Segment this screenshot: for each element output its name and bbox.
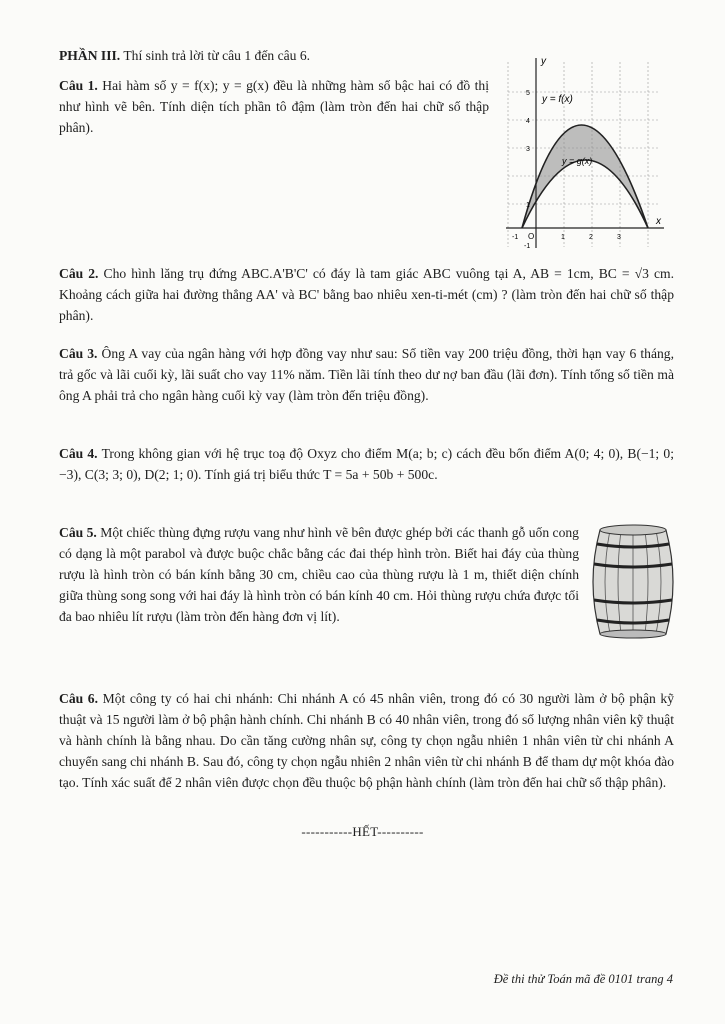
question-3-text: Ông A vay của ngân hàng với hợp đồng vay như sau: Số tiền vay 200 triệu đồng, thời hạn vay 6 tháng, trả gốc và lãi cuối kỳ, lãi suất cho vay 11% năm. Tiền lãi tính theo dư nợ ban đầu (lãi đơn). Tính tổng số tiền mà ông A phải trả cho ngân hàng cuối kỳ vay (làm tròn đến triệu đồng). [59, 346, 674, 403]
question-6 [59, 688, 674, 793]
x-axis-label: x [656, 216, 661, 227]
part-instruction: Thí sinh trả lời từ câu 1 đến câu 6. [123, 48, 311, 63]
question-2-text: Cho hình lăng trụ đứng ABC.A'B'C' có đáy là tam giác ABC vuông tại A, AB = 1cm, BC = √3 cm. Khoảng cách giữa hai đường thẳng AA' và BC' bằng bao nhiêu xen-ti-mét (cm) ? (làm tròn đến hai chữ số thập phân). [59, 266, 674, 323]
x-tick-1: 1 [561, 234, 565, 241]
question-2 [59, 263, 674, 326]
wine-barrel-illustration [588, 522, 678, 642]
curve-f-label: y = f(x) [542, 94, 573, 105]
question-5-label: Câu 5. [59, 525, 97, 540]
question-2-label: Câu 2. [59, 266, 99, 281]
question-1 [59, 75, 489, 138]
y-tick-3: 3 [526, 146, 530, 153]
curve-g-label: y = g(x) [562, 156, 593, 166]
question-5 [59, 522, 579, 627]
question-3 [59, 343, 674, 406]
question-4-label: Câu 4. [59, 446, 98, 461]
question-4 [59, 443, 674, 485]
y-tick-1: 1 [526, 202, 530, 209]
question-1-label: Câu 1. [59, 78, 98, 93]
x-tick-neg1: -1 [512, 234, 519, 241]
shaded-region [522, 125, 648, 228]
question-3-label: Câu 3. [59, 346, 98, 361]
y-tick-5: 5 [526, 90, 530, 97]
part-header [59, 48, 310, 64]
y-axis-label: y [541, 56, 546, 67]
part-title: PHẦN III. [59, 48, 121, 63]
graph-figure [498, 52, 668, 252]
origin-label: O [528, 232, 535, 241]
question-6-label: Câu 6. [59, 691, 98, 706]
end-mark: -----------HẾT---------- [301, 824, 424, 839]
x-tick-3: 3 [617, 234, 621, 241]
y-tick-neg1: -1 [524, 243, 531, 250]
x-tick-2: 2 [589, 234, 593, 241]
y-tick-4: 4 [526, 118, 530, 125]
question-4-text: Trong không gian với hệ trục toạ độ Oxyz cho điểm M(a; b; c) cách đều bốn điểm A(0; 4; 0), B(−1; 0; −3), C(3; 3; 0), D(2; 1; 0). Tính giá trị biểu thức T = 5a + 50b + 500c. [59, 446, 674, 482]
question-6-text: Một công ty có hai chi nhánh: Chi nhánh A có 45 nhân viên, trong đó có 30 người làm ở bộ phận kỹ thuật và 15 người làm ở bộ phận hành chính. Chi nhánh B có 40 nhân viên, trong đó số lượng nhân viên kỹ thuật và hành chính là bằng nhau. Do cần tăng cường nhân sự, công ty chọn ngẫu nhiên 1 nhân viên từ chi nhánh A chuyển sang chi nhánh B. Sau đó, công ty chọn ngẫu nhiên 2 nhân viên từ chi nhánh B để tham dự một khóa đào tạo. Tính xác suất để 2 nhân viên được chọn đều thuộc bộ phận hành chính (làm tròn đến hai chữ số thập phân). [59, 691, 674, 790]
question-5-text: Một chiếc thùng đựng rượu vang như hình vẽ bên được ghép bởi các thanh gỗ uốn cong có dạng là một parabol và được buộc chắc bằng các đai thép hình tròn. Biết hai đáy của thùng rượu là hình tròn có bán kính bằng 30 cm, chiều cao của thùng rượu là 1 m, thiết diện chính giữa thùng song song với hai đáy là hình tròn có bán kính 40 cm. Hỏi thùng rượu chứa được tối đa bao nhiêu lít rượu (làm tròn đến hàng đơn vị lít). [59, 525, 579, 624]
question-1-text: Hai hàm số y = f(x); y = g(x) đều là những hàm số bậc hai có đồ thị như hình vẽ bên. Tính diện tích phần tô đậm (làm tròn đến hai chữ số thập phân). [59, 78, 489, 135]
page-footer: Đề thi thử Toán mã đề 0101 trang 4 [493, 972, 673, 986]
